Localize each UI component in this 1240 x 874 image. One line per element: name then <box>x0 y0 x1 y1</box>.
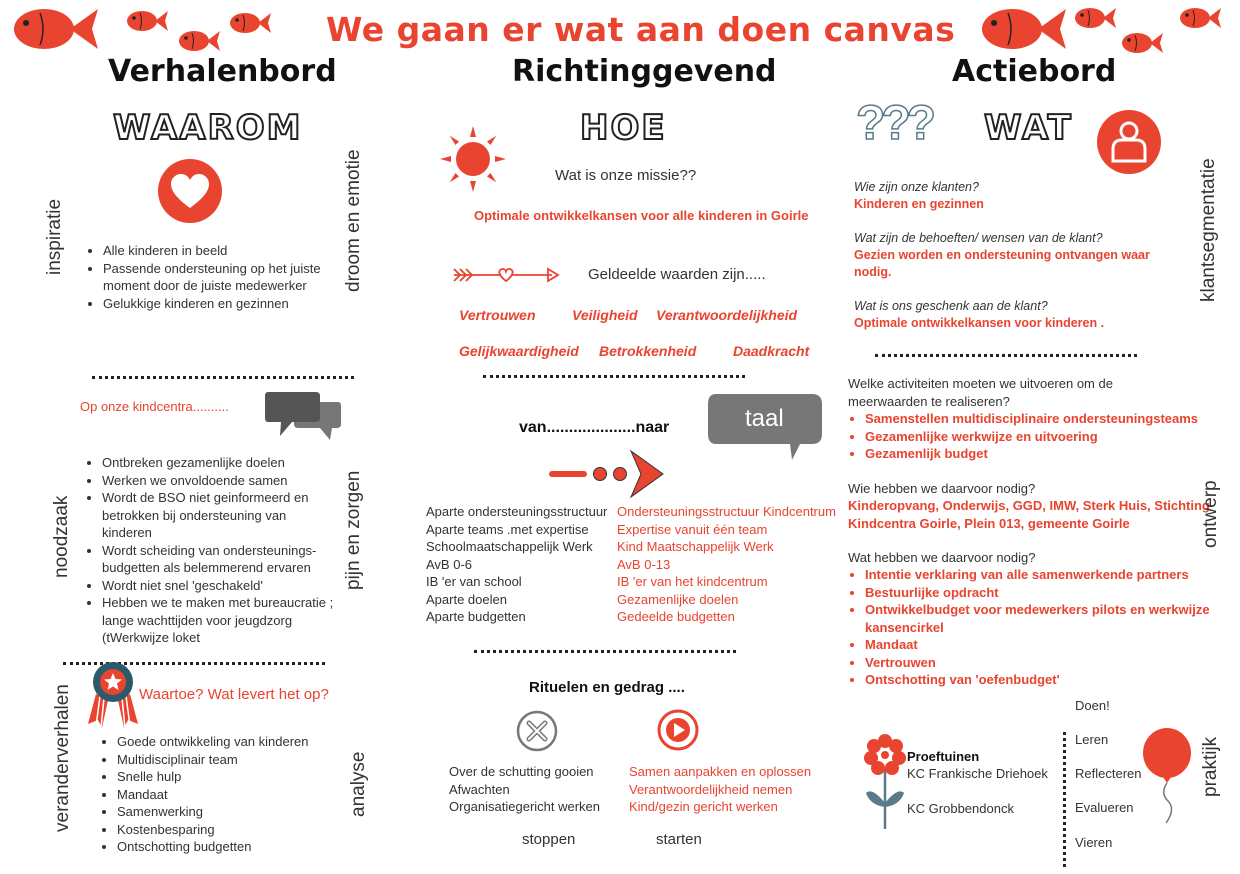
value-item: Verantwoordelijkheid <box>656 307 798 323</box>
from-list <box>426 503 607 626</box>
to-item: Expertise vanuit één team <box>617 521 768 537</box>
list-item: • Wordt scheiding van ondersteunings-budgetten als belemmerend ervaren <box>102 542 334 577</box>
page-title: We gaan er wat aan doen canvas <box>326 10 956 49</box>
vertical-pijn-zorgen: pijn en zorgen <box>343 470 364 590</box>
activities-question: Welke activiteiten moeten we uitvoeren om de meerwaarden te realiseren? <box>848 376 1113 409</box>
stop-icon <box>516 710 558 752</box>
list-item: • Goede ontwikkeling van kinderen <box>117 733 339 751</box>
value-item: Betrokkenheid <box>599 343 697 359</box>
fish-icon <box>177 28 221 54</box>
answer: Optimale ontwikkelkansen voor kinderen . <box>854 316 1105 330</box>
step-item: Doen! <box>1075 698 1110 713</box>
step-item: Evalueren <box>1075 800 1134 815</box>
list-item: • Vertrouwen <box>865 654 1222 672</box>
balloon-icon <box>1140 727 1194 827</box>
situation-label: Op onze kindcentra.......... <box>80 399 229 414</box>
value-item: Gelijkwaardigheid <box>459 343 579 359</box>
fish-icon <box>228 10 272 36</box>
customer-block <box>854 179 1184 332</box>
mission-statement: Optimale ontwikkelkansen voor alle kinderen in Goirle <box>474 208 809 223</box>
heading-verhalenbord: Verhalenbord <box>108 54 337 89</box>
vertical-praktijk: praktijk <box>1200 736 1221 797</box>
value-item: Daadkracht <box>733 343 810 359</box>
who-question: Wie hebben we daarvoor nodig? <box>848 481 1036 496</box>
start-item: Samen aanpakken en oplossen <box>629 764 812 779</box>
vertical-analyse: analyse <box>348 751 369 817</box>
list-item: • Mandaat <box>117 786 339 804</box>
vertical-dotted-line <box>1063 732 1066 867</box>
list-results <box>99 733 339 856</box>
to-item: Kind Maatschappelijk Werk <box>617 539 774 554</box>
answer: Kinderen en gezinnen <box>854 197 984 211</box>
sun-icon <box>439 125 507 193</box>
who-answer: Kinderopvang, Onderwijs, GGD, IMW, Sterk Huis, Stichting Kindcentra Goirle, Plein 013, gemeente Goirle <box>848 498 1210 531</box>
stop-item: Afwachten <box>449 781 510 797</box>
fish-icon <box>1178 5 1222 31</box>
vertical-klantsegmentatie: klantsegmentatie <box>1198 158 1219 302</box>
rituals-title: Rituelen en gedrag .... <box>529 679 685 696</box>
start-label: starten <box>656 831 702 848</box>
list-item: • Gezamenlijk budget <box>865 445 1217 463</box>
list-item: • Gezamenlijke werkwijze en uitvoering <box>865 428 1217 446</box>
stop-label: stoppen <box>522 831 576 848</box>
question: Wat is ons geschenk aan de klant? <box>854 299 1048 313</box>
start-item: Kind/gezin gericht werken <box>629 799 778 814</box>
to-item: Ondersteuningsstructuur Kindcentrum <box>617 504 836 519</box>
to-item: Gezamenlijke doelen <box>617 591 739 607</box>
list-waarom <box>85 242 340 312</box>
start-item: Verantwoordelijkheid nemen <box>629 781 793 797</box>
list-item: • Samenwerking <box>117 803 339 821</box>
fish-icon <box>125 8 169 34</box>
list-problems <box>84 454 334 647</box>
value-item: Veiligheid <box>572 307 638 323</box>
fish-icon <box>978 5 1068 53</box>
from-item: Aparte doelen <box>426 591 507 607</box>
from-item: Schoolmaatschappelijk Werk <box>426 539 593 554</box>
question: Wat zijn de behoeften/ wensen van de klant? <box>854 231 1103 245</box>
list-item: • Passende ondersteuning op het juiste moment door de juiste medewerker <box>103 260 340 295</box>
divider <box>92 376 354 379</box>
vertical-noodzaak: noodzaak <box>51 495 72 578</box>
heading-richtinggevend: Richtinggevend <box>512 54 777 89</box>
mission-question: Wat is onze missie?? <box>555 167 697 184</box>
speech-bubbles-icon <box>264 390 342 442</box>
flower-icon <box>862 733 908 831</box>
list-item: • Ontbreken gezamenlijke doelen <box>102 454 334 472</box>
pilot-item: KC Frankische Driehoek <box>907 766 1048 781</box>
list-item: • Wordt niet snel 'geschakeld' <box>102 577 334 595</box>
step-item: Reflecteren <box>1075 766 1142 781</box>
need-question: Wat hebben we daarvoor nodig? <box>848 550 1036 565</box>
pilot-item: KC Grobbendonck <box>907 801 1014 816</box>
answer: Gezien worden en ondersteuning ontvangen waar nodig. <box>854 248 1150 279</box>
list-item: • Samenstellen multidisciplinaire ondersteuningsteams <box>865 410 1217 428</box>
fish-icon <box>1073 5 1117 31</box>
list-item: • Gelukkige kinderen en gezinnen <box>103 295 340 313</box>
list-item: • Kostenbesparing <box>117 821 339 839</box>
stop-item: Organisatiegericht werken <box>449 799 601 814</box>
fish-icon <box>1120 30 1164 56</box>
stop-list <box>449 763 600 816</box>
vertical-veranderverhalen: veranderverhalen <box>52 684 73 832</box>
from-item: AvB 0-6 <box>426 556 473 572</box>
to-item: AvB 0-13 <box>617 556 671 572</box>
from-item: IB 'er van school <box>426 574 522 589</box>
needs-list <box>847 566 1222 689</box>
word-hoe: HOE <box>580 108 667 148</box>
question-marks-icon: ??? <box>856 97 932 150</box>
to-item: Gedeelde budgetten <box>617 609 735 624</box>
activities-list <box>847 410 1217 463</box>
to-list <box>617 503 836 626</box>
divider <box>875 354 1137 357</box>
list-item: • Multidisciplinair team <box>117 751 339 769</box>
stop-item: Over de schutting gooien <box>449 764 594 779</box>
value-item: Vertrouwen <box>459 307 536 323</box>
from-item: Aparte teams .met expertise <box>426 521 589 537</box>
vertical-droom-emotie: droom en emotie <box>343 149 364 292</box>
vertical-inspiratie: inspiratie <box>44 198 65 275</box>
from-item: Aparte ondersteuningsstructuur <box>426 504 608 519</box>
person-icon <box>1096 109 1162 175</box>
list-item: • Snelle hulp <box>117 768 339 786</box>
list-item: • Mandaat <box>865 636 1222 654</box>
fish-icon <box>10 5 100 53</box>
pilots-title: Proeftuinen <box>907 749 980 764</box>
step-item: Leren <box>1075 732 1109 747</box>
from-item: Aparte budgetten <box>426 609 526 624</box>
result-label: Waartoe? Wat levert het op? <box>139 686 329 703</box>
arrow-right-icon <box>547 448 665 500</box>
list-item: • Wordt de BSO niet geinformeerd en betrokken bij ondersteuning van kinderen <box>102 489 334 542</box>
heading-actiebord: Actiebord <box>952 54 1117 89</box>
list-item: • Bestuurlijke opdracht <box>865 584 1222 602</box>
list-item: • Alle kinderen in beeld <box>103 242 340 260</box>
list-item: • Ontwikkelbudget voor medewerkers pilots en werkwijze kansencirkel <box>865 601 1222 636</box>
taal-label: taal <box>745 405 784 432</box>
word-wat: WAT <box>984 108 1073 148</box>
heart-icon <box>157 158 223 224</box>
vertical-ontwerp: ontwerp <box>1200 480 1221 548</box>
play-icon <box>657 709 699 751</box>
van-naar-label: van....................naar <box>519 419 670 436</box>
to-item: IB 'er van het kindcentrum <box>617 574 768 589</box>
divider <box>483 375 745 378</box>
list-item: • Ontschotting van 'oefenbudget' <box>865 671 1222 689</box>
step-item: Vieren <box>1075 835 1113 850</box>
list-item: • Werken we onvoldoende samen <box>102 472 334 490</box>
award-ribbon-icon <box>86 660 140 730</box>
list-item: • Ontschotting budgetten <box>117 838 339 856</box>
start-list <box>629 763 811 816</box>
divider <box>474 650 736 653</box>
question: Wie zijn onze klanten? <box>854 180 979 194</box>
arrow-heart-icon <box>452 265 562 285</box>
list-item: • Intentie verklaring van alle samenwerkende partners <box>865 566 1222 584</box>
list-item: • Hebben we te maken met bureaucratie ; lange wachttijden voor jeugdzorg (tWerkwijze loket <box>102 594 334 647</box>
word-waarom: WAAROM <box>113 108 303 148</box>
values-intro: Geldeelde waarden zijn..... <box>588 266 766 283</box>
